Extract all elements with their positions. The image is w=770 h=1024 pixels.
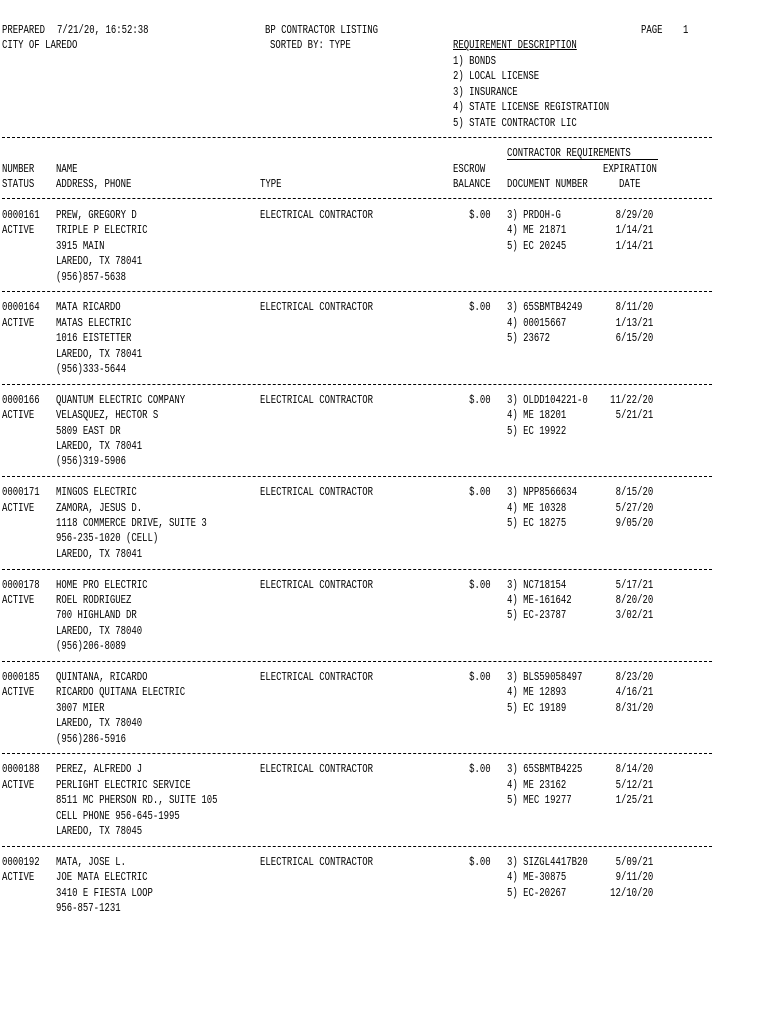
record-detail-line: 3915 MAIN <box>56 239 105 253</box>
col-expiration: EXPIRATION <box>603 163 657 176</box>
record-detail-line: 1016 EISTETTER <box>56 332 132 346</box>
requirement-description-title: REQUIREMENT DESCRIPTION <box>453 39 577 52</box>
record-divider <box>2 476 712 477</box>
record-divider <box>2 291 712 292</box>
record-detail-line: JOE MATA ELECTRIC <box>56 871 148 885</box>
record-detail-line: 3410 E FIESTA LOOP <box>56 886 153 900</box>
record-document-number: 4) ME 21871 <box>507 224 567 238</box>
col-document-number: DOCUMENT NUMBER <box>507 178 588 191</box>
record-detail-line: LAREDO, TX 78041 <box>56 440 143 453</box>
record-divider <box>2 384 712 385</box>
record-document-number: 3) 65SBMTB4225 <box>507 763 583 777</box>
record-status: ACTIVE <box>2 778 35 792</box>
prepared-label: PREPARED <box>2 24 46 37</box>
record-divider <box>2 846 712 847</box>
requirement-item: 2) LOCAL LICENSE <box>453 70 540 83</box>
record-expiration-date: 1/14/21 <box>615 239 653 253</box>
column-header-divider <box>2 198 712 199</box>
page-number: 1 <box>683 24 689 37</box>
col-date: DATE <box>619 178 641 191</box>
record-type: ELECTRICAL CONTRACTOR <box>260 763 374 777</box>
record-detail-line: MATAS ELECTRIC <box>56 316 132 330</box>
record-document-number: 5) MEC 19277 <box>507 794 572 808</box>
record-expiration-date: 8/11/20 <box>615 301 653 315</box>
record-detail-line: QUANTUM ELECTRIC COMPANY <box>56 393 186 407</box>
record-expiration-date: 11/22/20 <box>609 393 653 407</box>
record-expiration-date: 5/17/21 <box>615 578 653 592</box>
record-expiration-date: 9/05/20 <box>615 517 653 530</box>
record-detail-line: RICARDO QUITANA ELECTRIC <box>56 686 186 700</box>
record-expiration-date: 6/15/20 <box>615 332 653 346</box>
record-detail-line: CELL PHONE 956-645-1995 <box>56 809 180 823</box>
record-balance: $.00 <box>469 671 491 684</box>
record-balance: $.00 <box>469 301 491 315</box>
record-number: 0000171 <box>2 486 40 500</box>
record-balance: $.00 <box>469 855 491 869</box>
record-expiration-date: 3/02/21 <box>615 609 653 623</box>
record-document-number: 5) EC 20245 <box>507 239 567 253</box>
requirement-item: 4) STATE LICENSE REGISTRATION <box>453 101 610 114</box>
sorted-by: SORTED BY: TYPE <box>270 39 351 52</box>
record-document-number: 3) NC718154 <box>507 578 567 592</box>
record-detail-line: PERLIGHT ELECTRIC SERVICE <box>56 778 191 792</box>
record-detail-line: 956-235-1020 (CELL) <box>56 532 159 546</box>
record-detail-line: TRIPLE P ELECTRIC <box>56 224 148 238</box>
col-name: NAME <box>56 163 78 176</box>
record-expiration-date: 5/12/21 <box>615 778 653 792</box>
organization-name: CITY OF LAREDO <box>2 39 78 52</box>
record-divider <box>2 661 712 662</box>
col-number: NUMBER <box>2 163 35 176</box>
record-detail-line: (956)206-8089 <box>56 640 126 654</box>
record-detail-line: LAREDO, TX 78041 <box>56 547 143 561</box>
col-status: STATUS <box>2 178 35 191</box>
header-divider <box>2 137 712 138</box>
record-document-number: 3) SIZGL4417B20 <box>507 855 588 869</box>
record-expiration-date: 8/29/20 <box>615 209 653 222</box>
record-type: ELECTRICAL CONTRACTOR <box>260 486 374 500</box>
record-detail-line: LAREDO, TX 78045 <box>56 825 143 838</box>
col-balance: BALANCE <box>453 178 491 191</box>
record-expiration-date: 5/09/21 <box>615 855 653 869</box>
col-type: TYPE <box>260 178 282 191</box>
record-document-number: 3) BLS59058497 <box>507 671 583 684</box>
record-divider <box>2 569 712 570</box>
record-document-number: 3) 65SBMTB4249 <box>507 301 583 315</box>
record-document-number: 4) ME 18201 <box>507 409 567 423</box>
record-document-number: 5) EC 19922 <box>507 424 567 438</box>
record-detail-line: (956)319-5906 <box>56 455 126 469</box>
record-detail-line: 956-857-1231 <box>56 902 121 915</box>
record-expiration-date: 4/16/21 <box>615 686 653 700</box>
record-detail-line: 1118 COMMERCE DRIVE, SUITE 3 <box>56 517 207 530</box>
prepared-datetime: 7/21/20, 16:52:38 <box>57 24 149 37</box>
record-document-number: 3) NPP8566634 <box>507 486 577 500</box>
page-label: PAGE <box>641 24 663 37</box>
record-detail-line: PREW, GREGORY D <box>56 209 137 222</box>
record-balance: $.00 <box>469 578 491 592</box>
record-divider <box>2 753 712 754</box>
record-detail-line: MATA, JOSE L. <box>56 855 126 869</box>
record-detail-line: LAREDO, TX 78040 <box>56 624 143 638</box>
record-detail-line: VELASQUEZ, HECTOR S <box>56 409 159 423</box>
record-status: ACTIVE <box>2 686 35 700</box>
record-document-number: 5) EC-23787 <box>507 609 567 623</box>
record-detail-line: HOME PRO ELECTRIC <box>56 578 148 592</box>
record-type: ELECTRICAL CONTRACTOR <box>260 393 374 407</box>
record-number: 0000161 <box>2 209 40 222</box>
record-expiration-date: 9/11/20 <box>615 871 653 885</box>
record-document-number: 3) OLDD104221-0 <box>507 393 588 407</box>
record-number: 0000166 <box>2 393 40 407</box>
col-address-phone: ADDRESS, PHONE <box>56 178 132 191</box>
record-balance: $.00 <box>469 486 491 500</box>
record-number: 0000192 <box>2 855 40 869</box>
record-status: ACTIVE <box>2 871 35 885</box>
record-balance: $.00 <box>469 209 491 222</box>
record-detail-line: (956)857-5638 <box>56 270 126 284</box>
record-detail-line: LAREDO, TX 78041 <box>56 255 143 269</box>
record-detail-line: 8511 MC PHERSON RD., SUITE 105 <box>56 794 218 808</box>
record-type: ELECTRICAL CONTRACTOR <box>260 578 374 592</box>
record-number: 0000164 <box>2 301 40 315</box>
col-escrow: ESCROW <box>453 163 486 176</box>
record-detail-line: (956)333-5644 <box>56 363 126 376</box>
requirement-item: 1) BONDS <box>453 55 497 68</box>
record-detail-line: 700 HIGHLAND DR <box>56 609 137 623</box>
record-expiration-date: 8/14/20 <box>615 763 653 777</box>
contractor-requirements-heading: CONTRACTOR REQUIREMENTS <box>507 147 631 160</box>
record-document-number: 5) 23672 <box>507 332 551 346</box>
record-detail-line: ZAMORA, JESUS D. <box>56 501 143 515</box>
record-type: ELECTRICAL CONTRACTOR <box>260 209 374 222</box>
record-expiration-date: 5/21/21 <box>615 409 653 423</box>
record-expiration-date: 12/10/20 <box>609 886 653 900</box>
record-detail-line: MINGOS ELECTRIC <box>56 486 137 500</box>
requirement-item: 3) INSURANCE <box>453 86 518 99</box>
record-number: 0000185 <box>2 671 40 684</box>
record-detail-line: QUINTANA, RICARDO <box>56 671 148 684</box>
record-expiration-date: 5/27/20 <box>615 501 653 515</box>
record-document-number: 5) EC-20267 <box>507 886 567 900</box>
record-document-number: 3) PRDOH-G <box>507 209 561 222</box>
record-document-number: 4) ME 12893 <box>507 686 567 700</box>
record-expiration-date: 8/15/20 <box>615 486 653 500</box>
record-detail-line: PEREZ, ALFREDO J <box>56 763 143 777</box>
record-status: ACTIVE <box>2 224 35 238</box>
record-detail-line: (956)286-5916 <box>56 732 126 746</box>
record-detail-line: 5809 EAST DR <box>56 424 121 438</box>
contractor-requirements-underline <box>507 159 658 160</box>
record-balance: $.00 <box>469 393 491 407</box>
record-detail-line: MATA RICARDO <box>56 301 121 315</box>
record-detail-line: ROEL RODRIGUEZ <box>56 594 132 607</box>
record-status: ACTIVE <box>2 316 35 330</box>
record-type: ELECTRICAL CONTRACTOR <box>260 671 374 684</box>
report-title: BP CONTRACTOR LISTING <box>265 24 379 37</box>
record-document-number: 5) EC 19189 <box>507 701 567 715</box>
record-document-number: 4) ME-30875 <box>507 871 567 885</box>
record-detail-line: LAREDO, TX 78040 <box>56 717 143 731</box>
record-expiration-date: 8/23/20 <box>615 671 653 684</box>
record-detail-line: LAREDO, TX 78041 <box>56 347 143 361</box>
requirement-item: 5) STATE CONTRACTOR LIC <box>453 117 577 130</box>
record-expiration-date: 1/13/21 <box>615 316 653 330</box>
record-type: ELECTRICAL CONTRACTOR <box>260 301 374 315</box>
record-document-number: 4) ME 23162 <box>507 778 567 792</box>
record-number: 0000188 <box>2 763 40 777</box>
record-document-number: 4) ME-161642 <box>507 594 572 607</box>
record-expiration-date: 1/14/21 <box>615 224 653 238</box>
record-status: ACTIVE <box>2 409 35 423</box>
record-document-number: 4) 00015667 <box>507 316 567 330</box>
record-number: 0000178 <box>2 578 40 592</box>
record-expiration-date: 8/31/20 <box>615 701 653 715</box>
record-detail-line: 3007 MIER <box>56 701 105 715</box>
record-status: ACTIVE <box>2 594 35 607</box>
record-balance: $.00 <box>469 763 491 777</box>
record-status: ACTIVE <box>2 501 35 515</box>
record-expiration-date: 8/20/20 <box>615 594 653 607</box>
record-type: ELECTRICAL CONTRACTOR <box>260 855 374 869</box>
record-document-number: 5) EC 18275 <box>507 517 567 530</box>
record-document-number: 4) ME 10328 <box>507 501 567 515</box>
record-expiration-date: 1/25/21 <box>615 794 653 808</box>
